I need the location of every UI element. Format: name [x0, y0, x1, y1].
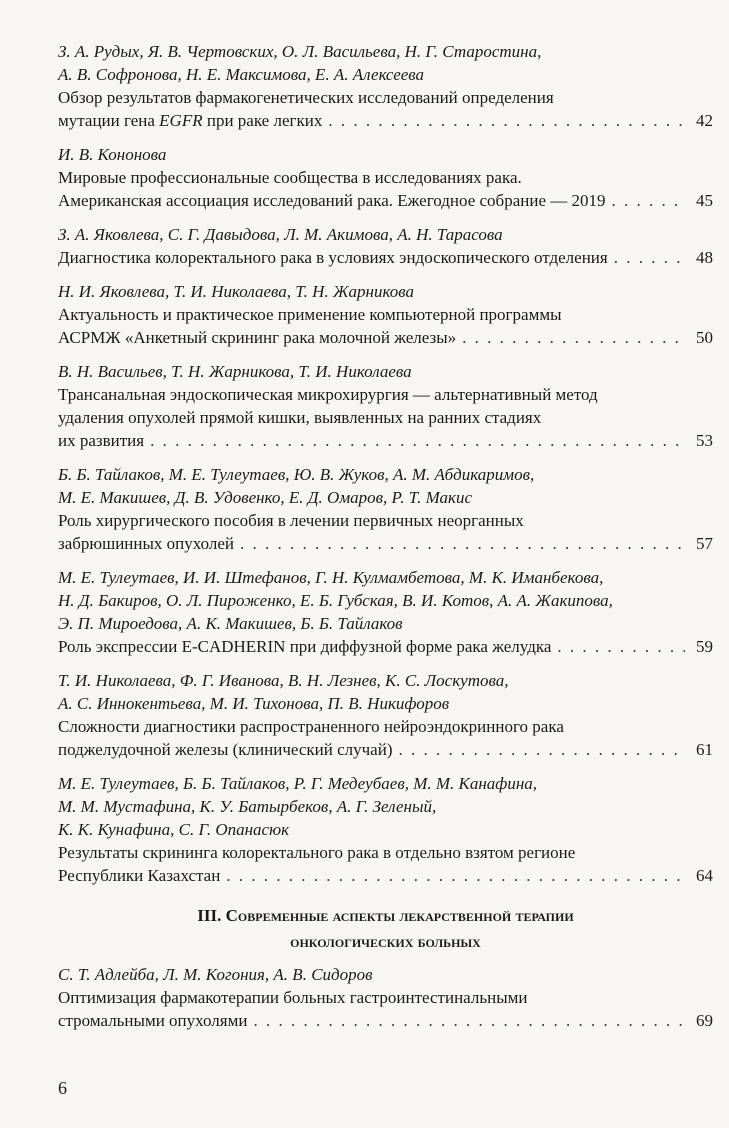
section-title-part-1: Современные аспекты лекарственной терапии [225, 906, 574, 925]
entry-authors [58, 963, 713, 986]
entry-title-text: мутации гена EGFR при раке легких [58, 111, 323, 130]
author-line: З. А. Яковлева, С. Г. Давыдова, Л. М. Акимова, А. Н. Тарасова [58, 225, 503, 244]
dot-leader [398, 738, 685, 761]
author-line: З. А. Рудых, Я. В. Чертовских, О. Л. Васильева, Н. Г. Старостина, [58, 42, 542, 61]
author-line: Н. И. Яковлева, Т. И. Николаева, Т. Н. Жарникова [58, 282, 415, 301]
toc-entry [58, 280, 713, 349]
author-line: Б. Б. Тайлаков, М. Е. Тулеутаев, Ю. В. Жуков, А. М. Абдикаримов, [58, 465, 535, 484]
entry-title-last-line [58, 532, 713, 555]
entry-authors [58, 360, 713, 383]
entry-title-line: Оптимизация фармакотерапии больных гастроинтестинальными [58, 988, 528, 1007]
entry-title-line: удаления опухолей прямой кишки, выявленных на ранних стадиях [58, 408, 542, 427]
toc-entry [58, 963, 713, 1032]
section-entries [58, 963, 713, 1032]
entry-title-line: Результаты скрининга колоректального рака в отдельно взятом регионе [58, 843, 576, 862]
author-line: М. Е. Макишев, Д. В. Удовенко, Е. Д. Омаров, Р. Т. Макис [58, 488, 473, 507]
toc-entries [58, 40, 713, 887]
entry-page-number: 61 [696, 740, 713, 759]
entry-title-line: Сложности диагностики распространенного нейроэндокринного рака [58, 717, 564, 736]
toc-entry [58, 566, 713, 658]
dot-leader [253, 1009, 685, 1032]
entry-title-last-line [58, 429, 713, 452]
author-line: А. В. Софронова, Н. Е. Максимова, Е. А. Алексеева [58, 65, 425, 84]
dot-leader [612, 189, 686, 212]
dot-leader [614, 246, 685, 269]
toc-entry [58, 40, 713, 132]
dot-leader [226, 864, 685, 887]
section-numeral: III. [197, 906, 222, 925]
entry-title-line: Роль хирургического пособия в лечении первичных неорганных [58, 511, 524, 530]
toc-entry [58, 143, 713, 212]
section-title-part-2: онкологических больных [290, 932, 481, 951]
entry-page-number: 59 [696, 637, 713, 656]
entry-title-last-line [58, 246, 713, 269]
toc-entry [58, 463, 713, 555]
entry-authors [58, 772, 713, 841]
author-line: Н. Д. Бакиров, О. Л. Пироженко, Е. Б. Губская, В. И. Котов, А. А. Жакипова, [58, 591, 613, 610]
entry-title-text: Республики Казахстан [58, 866, 221, 885]
toc-entry [58, 669, 713, 761]
entry-page-number: 45 [696, 191, 713, 210]
toc-entry [58, 360, 713, 452]
author-line: М. Е. Тулеутаев, И. И. Штефанов, Г. Н. Кулмамбетова, М. К. Иманбекова, [58, 568, 604, 587]
entry-title-last-line [58, 189, 713, 212]
entry-authors [58, 143, 713, 166]
dot-leader [557, 635, 685, 658]
author-line: М. М. Мустафина, К. У. Батырбеков, А. Г. Зеленый, [58, 797, 437, 816]
section-heading-line-1 [58, 903, 713, 929]
entry-title-last-line [58, 109, 713, 132]
section-heading [58, 903, 713, 955]
entry-title-last-line [58, 738, 713, 761]
entry-title-last-line [58, 1009, 713, 1032]
dot-leader [150, 429, 685, 452]
entry-authors [58, 223, 713, 246]
entry-title-last-line [58, 635, 713, 658]
entry-authors [58, 566, 713, 635]
author-line: М. Е. Тулеутаев, Б. Б. Тайлаков, Р. Г. Медеубаев, М. М. Канафина, [58, 774, 538, 793]
author-line: В. Н. Васильев, Т. Н. Жарникова, Т. И. Николаева [58, 362, 412, 381]
entry-page-number: 42 [696, 111, 713, 130]
toc-page [58, 40, 713, 1043]
entry-title-text: АСРМЖ «Анкетный скрининг рака молочной железы» [58, 328, 457, 347]
entry-page-number: 48 [696, 248, 713, 267]
dot-leader [328, 109, 685, 132]
entry-title-text: их развития [58, 431, 145, 450]
entry-title-line: Актуальность и практическое применение компьютерной программы [58, 305, 562, 324]
entry-authors [58, 280, 713, 303]
author-line: С. Т. Адлейба, Л. М. Когония, А. В. Сидоров [58, 965, 373, 984]
entry-title-last-line [58, 326, 713, 349]
dot-leader [240, 532, 685, 555]
toc-entry [58, 223, 713, 269]
entry-authors [58, 40, 713, 86]
page-number-folio: 6 [58, 1078, 67, 1098]
entry-title-line: Обзор результатов фармакогенетических исследований определения [58, 88, 554, 107]
entry-page-number: 57 [696, 534, 713, 553]
toc-entry [58, 772, 713, 887]
author-line: И. В. Кононова [58, 145, 167, 164]
entry-authors [58, 669, 713, 715]
entry-title-text: забрюшинных опухолей [58, 534, 235, 553]
entry-page-number: 69 [696, 1011, 713, 1030]
entry-title-text: Диагностика колоректального рака в условиях эндоскопического отделения [58, 248, 608, 267]
author-line: К. К. Кунафина, С. Г. Опанасюк [58, 820, 290, 839]
entry-title-text: Роль экспрессии E-CADHERIN при диффузной форме рака желудка [58, 637, 552, 656]
entry-page-number: 50 [696, 328, 713, 347]
author-line: Э. П. Мироедова, А. К. Макишев, Б. Б. Тайлаков [58, 614, 403, 633]
entry-page-number: 64 [696, 866, 713, 885]
entry-title-line: Мировые профессиональные сообщества в исследованиях рака. [58, 168, 522, 187]
entry-title-text: поджелудочной железы (клинический случай) [58, 740, 393, 759]
entry-title-last-line [58, 864, 713, 887]
author-line: Т. И. Николаева, Ф. Г. Иванова, В. Н. Лезнев, К. С. Лоскутова, [58, 671, 509, 690]
author-line: А. С. Иннокентьева, М. И. Тихонова, П. В. Никифоров [58, 694, 450, 713]
entry-title-line: Трансанальная эндоскопическая микрохирургия — альтернативный метод [58, 385, 598, 404]
dot-leader [462, 326, 685, 349]
entry-authors [58, 463, 713, 509]
entry-page-number: 53 [696, 431, 713, 450]
entry-title-text: Американская ассоциация исследований рака. Ежегодное собрание — 2019 [58, 191, 606, 210]
entry-title-text: стромальными опухолями [58, 1011, 248, 1030]
